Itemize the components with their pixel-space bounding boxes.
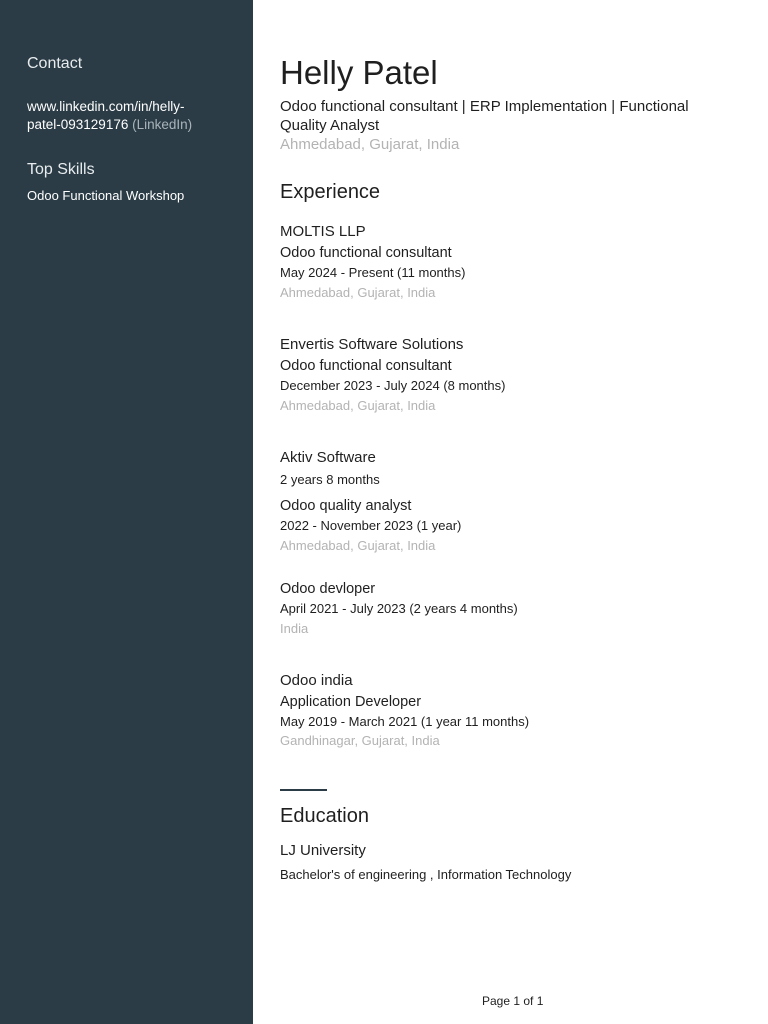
job-title: Application Developer: [280, 694, 422, 710]
job-role-dates: 2022 - November 2023 (1 year): [280, 518, 462, 533]
job-location: Ahmedabad, Gujarat, India: [280, 398, 436, 413]
job-company: Aktiv Software: [280, 449, 376, 466]
job-company: MOLTIS LLP: [280, 223, 366, 240]
job-role-dates: April 2021 - July 2023 (2 years 4 months): [280, 601, 518, 616]
experience-heading: Experience: [280, 181, 381, 203]
education-degree: Bachelor's of engineering , Information Technology: [280, 867, 572, 882]
education-heading: Education: [280, 805, 369, 827]
sidebar: [0, 0, 253, 1024]
job-title: Odoo functional consultant: [280, 358, 452, 374]
linkedin-link[interactable]: [27, 98, 237, 134]
section-divider: [280, 789, 327, 791]
linkedin-url-line1: www.linkedin.com/in/helly-: [27, 99, 185, 114]
profile-location: Ahmedabad, Gujarat, India: [280, 136, 460, 153]
job-role-title: Odoo quality analyst: [280, 498, 412, 514]
job-title: Odoo functional consultant: [280, 245, 452, 261]
job-dates: May 2024 - Present (11 months): [280, 265, 466, 280]
job-total-duration: 2 years 8 months: [280, 472, 380, 487]
job-dates: December 2023 - July 2024 (8 months): [280, 378, 506, 393]
linkedin-url-line2: patel-093129176: [27, 117, 129, 132]
contact-heading: Contact: [27, 55, 83, 72]
skill-item: Odoo Functional Workshop: [27, 188, 185, 203]
top-skills-heading: Top Skills: [27, 161, 95, 178]
job-role-location: Ahmedabad, Gujarat, India: [280, 538, 436, 553]
education-school: LJ University: [280, 842, 366, 859]
job-location: Ahmedabad, Gujarat, India: [280, 285, 436, 300]
job-dates: May 2019 - March 2021 (1 year 11 months): [280, 714, 530, 729]
job-location: Gandhinagar, Gujarat, India: [280, 733, 440, 748]
job-company: Odoo india: [280, 672, 353, 689]
profile-headline: Odoo functional consultant | ERP Implementation | Functional Quality Analyst: [280, 98, 689, 134]
profile-name: Helly Patel: [280, 54, 438, 91]
linkedin-suffix: (LinkedIn): [132, 117, 193, 132]
job-role-title: Odoo devloper: [280, 581, 376, 597]
job-company: Envertis Software Solutions: [280, 336, 464, 353]
page-number: Page 1 of 1: [482, 994, 544, 1008]
job-role-location: India: [280, 621, 309, 636]
